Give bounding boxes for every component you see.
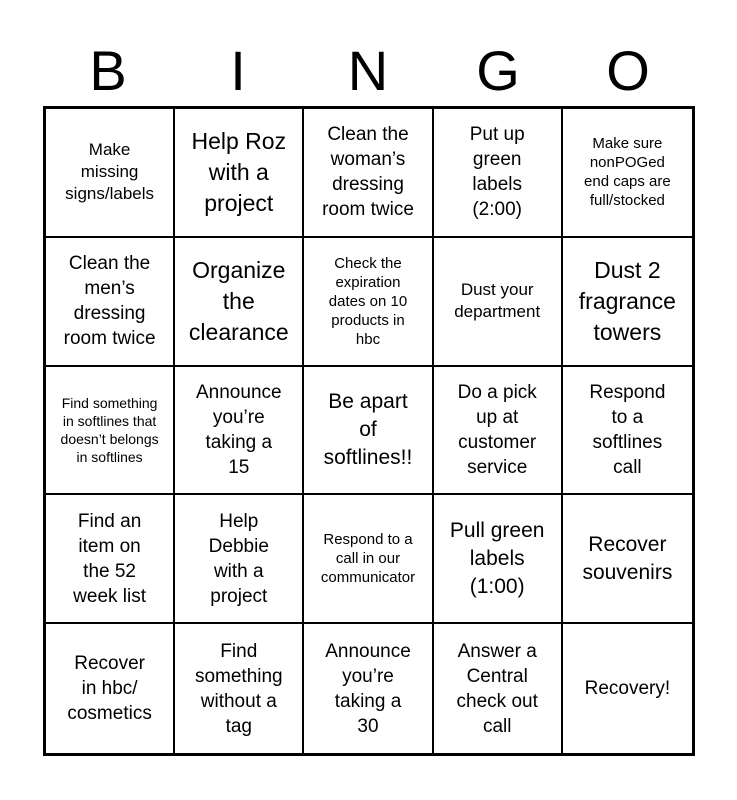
bingo-cell[interactable] <box>304 495 433 624</box>
bingo-board <box>43 106 695 756</box>
cell-text: Pull green labels (1:00) <box>449 518 545 598</box>
bingo-cell[interactable] <box>175 495 304 624</box>
header-letter-o: O <box>606 39 650 102</box>
bingo-cell[interactable] <box>175 109 304 238</box>
bingo-cell[interactable] <box>563 624 692 753</box>
bingo-cell[interactable] <box>434 495 563 624</box>
cell-text: Respond to a softlines call <box>589 381 666 478</box>
cell-text: Check the expiration dates on 10 products in hbc <box>328 254 408 348</box>
bingo-cell[interactable] <box>46 109 175 238</box>
bingo-cell[interactable] <box>46 624 175 753</box>
header-letter-g: G <box>476 39 520 102</box>
bingo-cell[interactable] <box>304 624 433 753</box>
cell-text: Be apart of softlines!! <box>323 389 413 469</box>
bingo-cell[interactable] <box>304 367 433 496</box>
cell-text: Find an item on the 52 week list <box>73 510 147 607</box>
bingo-cell[interactable] <box>563 495 692 624</box>
bingo-cell[interactable] <box>175 624 304 753</box>
bingo-cell[interactable] <box>46 238 175 367</box>
cell-text: Clean the men’s dressing room twice <box>63 253 156 350</box>
cell-text: Organize the clearance <box>188 256 289 345</box>
bingo-cell[interactable] <box>563 109 692 238</box>
cell-text: Dust your department <box>454 280 541 322</box>
cell-text: Help Roz with a project <box>191 127 287 216</box>
cell-text: Respond to a call in our communicator <box>320 531 416 587</box>
bingo-cell[interactable] <box>563 367 692 496</box>
header-letter-i: I <box>230 39 246 102</box>
bingo-cell[interactable] <box>563 238 692 367</box>
bingo-cell[interactable] <box>175 367 304 496</box>
cell-text: Make sure nonPOGed end caps are full/stocked <box>584 135 671 210</box>
cell-text: Announce you’re taking a 15 <box>196 381 282 478</box>
cell-text: Announce you’re taking a 30 <box>325 640 411 737</box>
cell-text: Clean the woman’s dressing room twice <box>322 124 414 221</box>
header-letter-b: B <box>89 39 127 102</box>
cell-text: Find something in softlines that doesn’t belongs in softlines <box>60 394 159 465</box>
bingo-cell[interactable] <box>434 109 563 238</box>
cell-text: Do a pick up at customer service <box>457 381 537 478</box>
cell-text: Recover in hbc/ cosmetics <box>67 653 152 725</box>
bingo-cell[interactable] <box>434 624 563 753</box>
cell-text: Make missing signs/labels <box>65 140 154 204</box>
bingo-cell[interactable] <box>434 367 563 496</box>
cell-text: Put up green labels (2:00) <box>469 124 525 221</box>
cell-text: Recovery! <box>584 678 671 700</box>
bingo-cell[interactable] <box>46 367 175 496</box>
cell-text: Dust 2 fragrance towers <box>578 256 676 345</box>
cell-text: Help Debbie with a project <box>208 510 269 607</box>
cell-text: Find something without a tag <box>194 640 283 737</box>
bingo-cell[interactable] <box>175 238 304 367</box>
bingo-cell[interactable] <box>304 238 433 367</box>
bingo-cell[interactable] <box>304 109 433 238</box>
header-letter-n: N <box>347 39 389 102</box>
cell-text: Recover souvenirs <box>582 532 673 584</box>
cell-text: Answer a Central check out call <box>456 640 538 737</box>
bingo-header <box>43 38 695 104</box>
bingo-cell[interactable] <box>46 495 175 624</box>
bingo-cell[interactable] <box>434 238 563 367</box>
